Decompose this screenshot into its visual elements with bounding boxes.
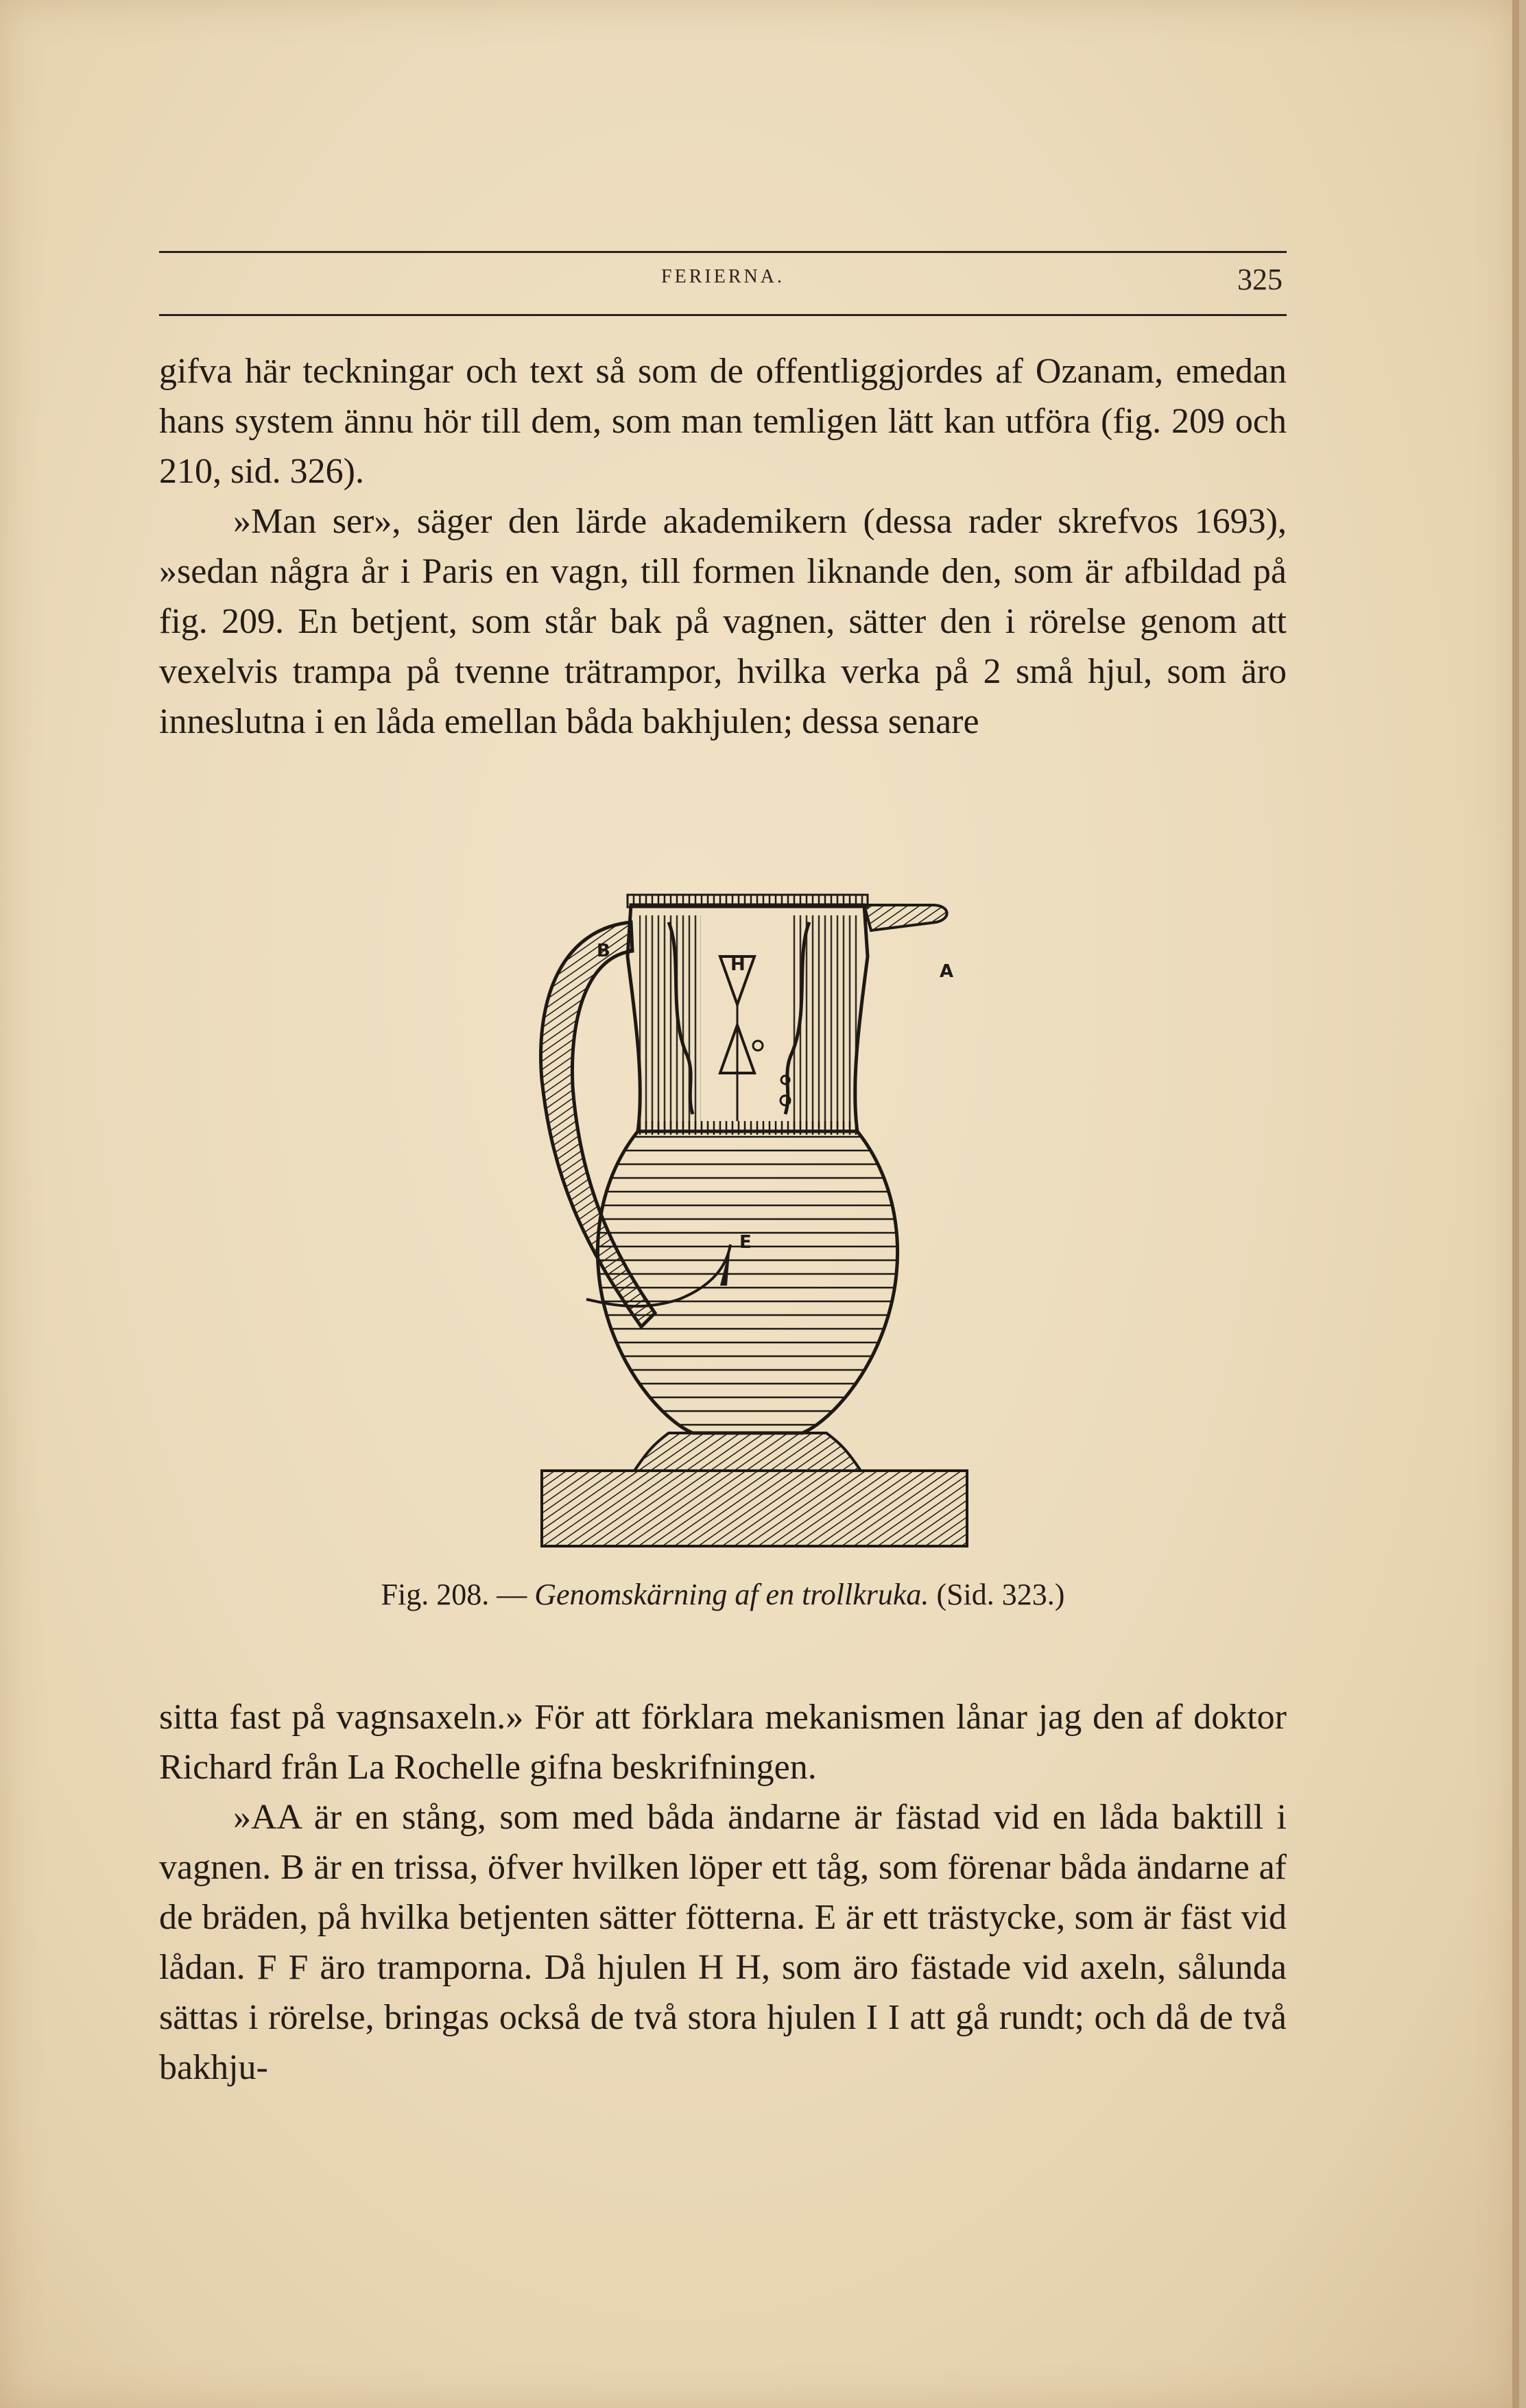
jug-cross-section-illustration xyxy=(521,874,1015,1553)
page-number: 325 xyxy=(1237,263,1283,296)
jug-foot xyxy=(634,1433,861,1471)
figure-label-e: E xyxy=(739,1232,752,1253)
jug-spout xyxy=(864,905,947,930)
header-rule-top xyxy=(159,251,1287,253)
running-title: FERIERNA. xyxy=(661,266,785,287)
paragraph: »AA är en stång, som med båda ändarne är fästad vid en låda baktill i vagnen. B är en trissa, öfver hvilken löper ett tåg, som förenar båda ändarne af de bräden, på hvilka betjenten sätter fötterna. E är ett trästycke, som är fäst vid lådan. F F äro tramporna. Då hjulen H H, som äro fästade vid axeln, sålunda sättas i rörelse, bringas också de två stora hjulen I I att gå rundt; och då de två bakhju- xyxy=(159,1798,1287,2087)
base-plinth xyxy=(542,1471,967,1546)
paragraph: gifva här teckningar och text så som de offentliggjordes af Ozanam, emedan hans system ännu hör till dem, som man temligen lätt kan utföra (fig. 209 och 210, sid. 326). xyxy=(159,352,1287,491)
page-header xyxy=(159,262,1287,296)
figure-label-a: A xyxy=(940,961,954,982)
page-edge xyxy=(1512,0,1519,2408)
figure-caption xyxy=(159,1577,1287,1612)
caption-reference: (Sid. 323.) xyxy=(936,1578,1065,1611)
paragraph: »Man ser», säger den lärde akademikern (dessa rader skrefvos 1693), »sedan några år i Paris en vagn, till formen liknande den, som är afbildad på fig. 209. En betjent, som står bak på vagnen, sätter den i rörelse genom att vexelvis trampa på tvenne trätrampor, hvilka verka på 2 små hjul, som äro inneslutna i en låda emellan båda bakhjulen; dessa senare xyxy=(159,502,1287,741)
caption-title: Genomskärning af en trollkruka. xyxy=(534,1578,929,1611)
body-text-top xyxy=(159,346,1287,747)
header-rule-bottom xyxy=(159,314,1287,316)
figure-label-b: B xyxy=(597,941,610,961)
body-text-bottom xyxy=(159,1692,1287,2093)
figure-label-h: H xyxy=(730,954,746,975)
jug-body xyxy=(597,1131,897,1433)
paragraph: sitta fast på vagnsaxeln.» För att förklara mekanismen lånar jag den af doktor Richard från La Rochelle gifna beskrifningen. xyxy=(159,1698,1287,1787)
figure-trick-jug xyxy=(521,874,1015,1553)
caption-prefix: Fig. 208. — xyxy=(381,1578,527,1611)
